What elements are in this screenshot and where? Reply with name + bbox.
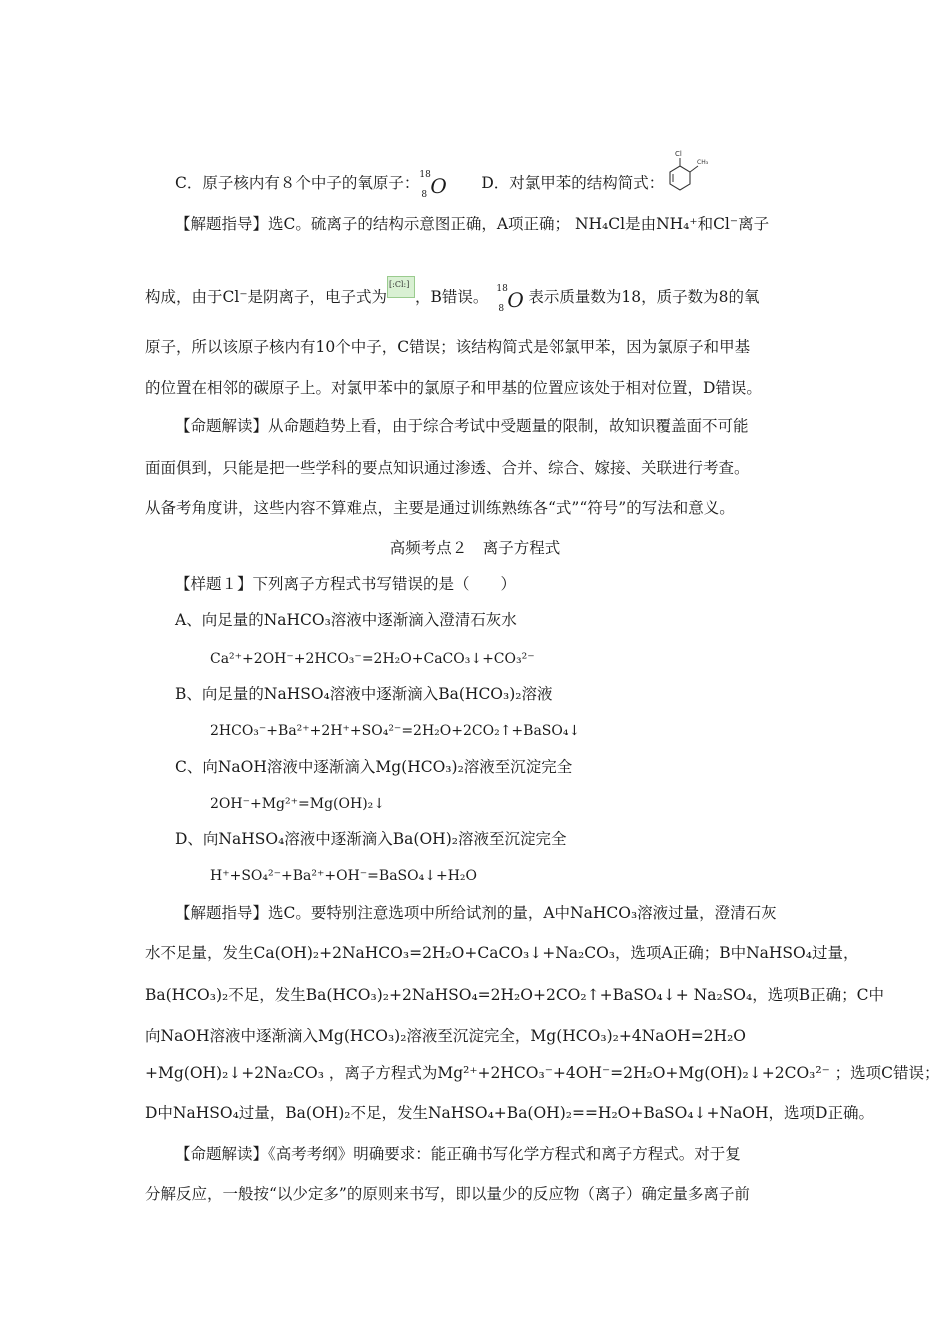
solution-6: D中NaHSO₄过量，Ba(OH)₂不足，发生NaHSO₄+Ba(OH)₂==H₂O+BaSO₄↓+NaOH，选项D正确。 (145, 1104, 874, 1122)
equation-d: H⁺+SO₄²⁻+Ba²⁺+OH⁻=BaSO₄↓+H₂O (210, 868, 477, 884)
solution-guide-1: 【解题指导】选C。硫离子的结构示意图正确，A项正确； NH₄Cl是由NH₄⁺和Cl⁻离子 (175, 215, 770, 233)
text-span: 18 (496, 284, 508, 294)
text-span: 8 (498, 304, 505, 314)
interpretation-3: 从备考角度讲，这些内容不算难点，主要是通过训练熟练各“式”“符号”的写法和意义。 (145, 499, 735, 517)
methyl-label: CH₃ (697, 159, 709, 166)
solution-guide-3: 原子，所以该原子核内有10个中子，C错误；该结构简式是邻氯甲苯，因为氯原子和甲基 (145, 338, 751, 356)
option-c-line (175, 148, 716, 200)
solution-2: 水不足量，发生Ca(OH)₂+2NaHCO₃=2H₂O+CaCO₃↓+Na₂CO₃，选项A正确；B中NaHSO₄过量， (145, 944, 859, 962)
equation-c: 2OH⁻+Mg²⁺=Mg(OH)₂↓ (210, 796, 385, 812)
option-a: A、向足量的NaHCO₃溶液中逐渐滴入澄清石灰水 (175, 611, 517, 629)
interpretation-5: 分解反应，一般按“以少定多”的原则来书写，即以量少的反应物（离子）确定量多离子前 (145, 1185, 750, 1203)
equation-b: 2HCO₃⁻+Ba²⁺+2H⁺+SO₄²⁻=2H₂O+2CO₂↑+BaSO₄↓ (210, 723, 581, 739)
isotope-element: O (430, 174, 447, 198)
option-c-text: C．原子核内有８个中子的氧原子： (175, 174, 420, 192)
isotope-mass-number: 18 (419, 170, 431, 180)
solution-guide-4: 的位置在相邻的碳原子上。对氯甲苯中的氯原子和甲基的位置应该处于相对位置，D错误。 (145, 379, 762, 397)
text-span: 构成，由于Cl⁻是阴离子，电子式为 (145, 288, 387, 306)
solution-guide-2 (145, 276, 760, 314)
option-c: C、向NaOH溶液中逐渐滴入Mg(HCO₃)₂溶液至沉淀完全 (175, 758, 573, 776)
interpretation-4: 【命题解读】《高考考纲》明确要求：能正确书写化学方程式和离子方程式。对于复 (175, 1145, 741, 1163)
chlorotoluene-structure-image (664, 148, 716, 194)
interpretation-1: 【命题解读】从命题趋势上看，由于综合考试中受题量的限制，故知识覆盖面不可能 (175, 417, 749, 435)
electron-formula-image (387, 276, 415, 298)
equation-a: Ca²⁺+2OH⁻+2HCO₃⁻=2H₂O+CaCO₃↓+CO₃²⁻ (210, 651, 535, 667)
solution-4: 向NaOH溶液中逐渐滴入Mg(HCO₃)₂溶液至沉淀完全，Mg(HCO₃)₂+4NaOH=2H₂O (145, 1027, 746, 1045)
text-span: ，B错误。 (415, 288, 489, 306)
solution-5: +Mg(OH)₂↓+2Na₂CO₃ ，离子方程式为Mg²⁺+2HCO₃⁻+4OH⁻=2H₂O+Mg(OH)₂↓+2CO₃²⁻ ；选项C错误； (145, 1064, 940, 1082)
solution-1: 【解题指导】选C。要特别注意选项中所给试剂的量，A中NaHCO₃溶液过量，澄清石灰 (175, 904, 777, 922)
sample-question-1: 【样题１】下列离子方程式书写错误的是（ ） (175, 575, 517, 593)
option-d: D、向NaHSO₄溶液中逐渐滴入Ba(OH)₂溶液至沉淀完全 (175, 830, 567, 848)
oxygen-18-isotope-symbol-2 (496, 284, 524, 314)
text-span: 表示质量数为18，质子数为8的氧 (528, 288, 760, 306)
section-heading: 高频考点２ 离子方程式 (389, 539, 561, 557)
text-span: O (507, 288, 524, 312)
interpretation-2: 面面俱到，只能是把一些学科的要点知识通过渗透、合并、综合、嫁接、关联进行考查。 (145, 459, 750, 477)
chlorine-label: Cl (675, 150, 683, 158)
option-d-text: D．对氯甲苯的结构简式： (481, 174, 665, 192)
solution-3: Ba(HCO₃)₂不足，发生Ba(HCO₃)₂+2NaHSO₄=2H₂O+2CO₂↑+BaSO₄↓+ Na₂SO₄，选项B正确；C中 (145, 986, 884, 1004)
oxygen-18-isotope-symbol (419, 170, 447, 200)
isotope-atomic-number: 8 (421, 190, 428, 200)
option-b: B、向足量的NaHSO₄溶液中逐渐滴入Ba(HCO₃)₂溶液 (175, 685, 553, 703)
